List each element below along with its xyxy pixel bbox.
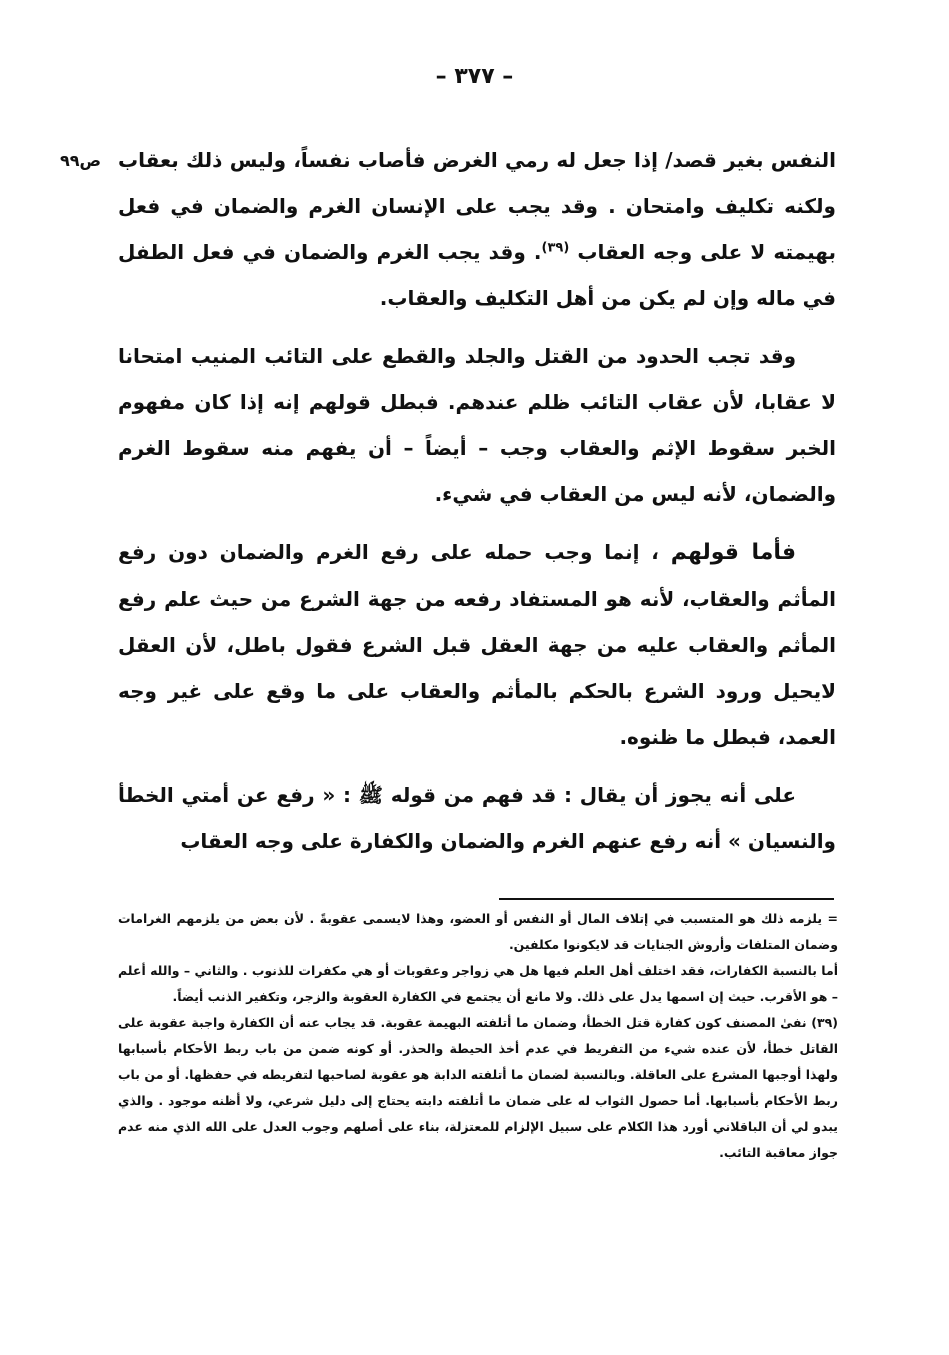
margin-page-reference: ص٩٩	[60, 151, 102, 170]
paragraph-1-text: النفس بغير قصد/ إذا جعل له رمي الغرض فأصاب نفساً، وليس ذلك بعقاب ولكنه تكليف وامتحان . وقد يجب على الإنسان الغرم والضمان في فعل بهيمته لا على وجه العقاب	[118, 148, 837, 264]
page-number: – ٣٧٧ –	[435, 64, 514, 89]
footnote-kaffarat: أما بالنسبة الكفارات، فقد اختلف أهل العلم فيها هل هي زواجر وعقوبات أو هي مكفرات للذنوب . والثاني – والله أعلم – هو الأقرب. حيث إن اسمها يدل على ذلك. ولا مانع أن يجتمع في الكفارة العقوبة والزجر، وتكفير الذنب أيضاً.	[118, 963, 838, 1004]
paragraph-4: على أنه يجوز أن يقال : قد فهم من قوله ﷺ : « رفع عن أمتي الخطأ والنسيان » أنه رفع عنهم الغرم والضمان والكفارة على وجه العقاب	[118, 783, 836, 853]
footnote-divider	[499, 898, 834, 900]
footnote-continuation: = يلزمه ذلك هو المتسبب في إتلاف المال أو النفس أو العضو، وهذا لايسمى عقوبةً . لأن بعض من يلزمهم الغرامات وضمان المتلفات وأروش الجنايات قد لايكونوا مكلفين.	[118, 911, 838, 952]
footnotes	[118, 906, 838, 1166]
paragraph-3-lead: فأما قولهم	[670, 540, 796, 565]
main-text	[118, 137, 836, 876]
paragraph-2: وقد تجب الحدود من القتل والجلد والقطع على التائب المنيب امتحانا لا عقابا، لأن عقاب التائب ظلم عندهم. فبطل قولهم إنه إذا كان مفهوم الخبر سقوط الإثم والعقاب وجب – أيضاً – أن يفهم منه سقوط الغرم والضمان، لأنه ليس من العقاب في شيء.	[118, 344, 836, 506]
paragraph-3-text: ، إنما وجب حمله على رفع الغرم والضمان دون رفع المأثم والعقاب، لأنه هو المستفاد رفعه من جهة الشرع من حيث علم رفع المأثم والعقاب عليه من جهة العقل قبل الشرع فقول باطل، لأن العقل لايحيل ورود الشرع بالحكم بالمأثم والعقاب على ما وقع على غير وجه العمد، فبطل ما ظنوه.	[118, 540, 836, 749]
paragraph-3	[118, 529, 836, 760]
paragraph-1	[118, 137, 836, 321]
footnote-ref-39: (٣٩)	[541, 240, 570, 256]
footnote-39: (٣٩) نفىٰ المصنف كون كفارة قتل الخطأ، وضمان ما أتلفته البهيمة عقوبة. قد يجاب عنه أن الكفارة واجبة عقوبة على القاتل خطأ، لأن عنده شيء من التفريط في عدم أخذ الحيطة والحذر. أو كونه ضمن من باب ربط الأحكام بأسبابها ولهذا أوجبها المشرع على العاقلة. وبالنسبة لضمان ما أتلفته الدابة هو عقوبة لصاحبها لتفريطه في حفظها. أو من باب ربط الأحكام بأسبابها. أما حصول الثواب له على ضمان ما أتلفته دابته يحتاج إلى دليل شرعي، ولا أظنه موجود . والذي يبدو لي أن الباقلاني أورد هذا الكلام على سبيل الإلزام للمعتزلة، بناء على أصلهم وجوب العدل على الله الذي منه عدم جواز معاقبة التائب.	[118, 1015, 838, 1160]
paragraph-1-tail: . وقد يجب الغرم والضمان في فعل الطفل في ماله وإن لم يكن من أهل التكليف والعقاب.	[118, 240, 836, 310]
